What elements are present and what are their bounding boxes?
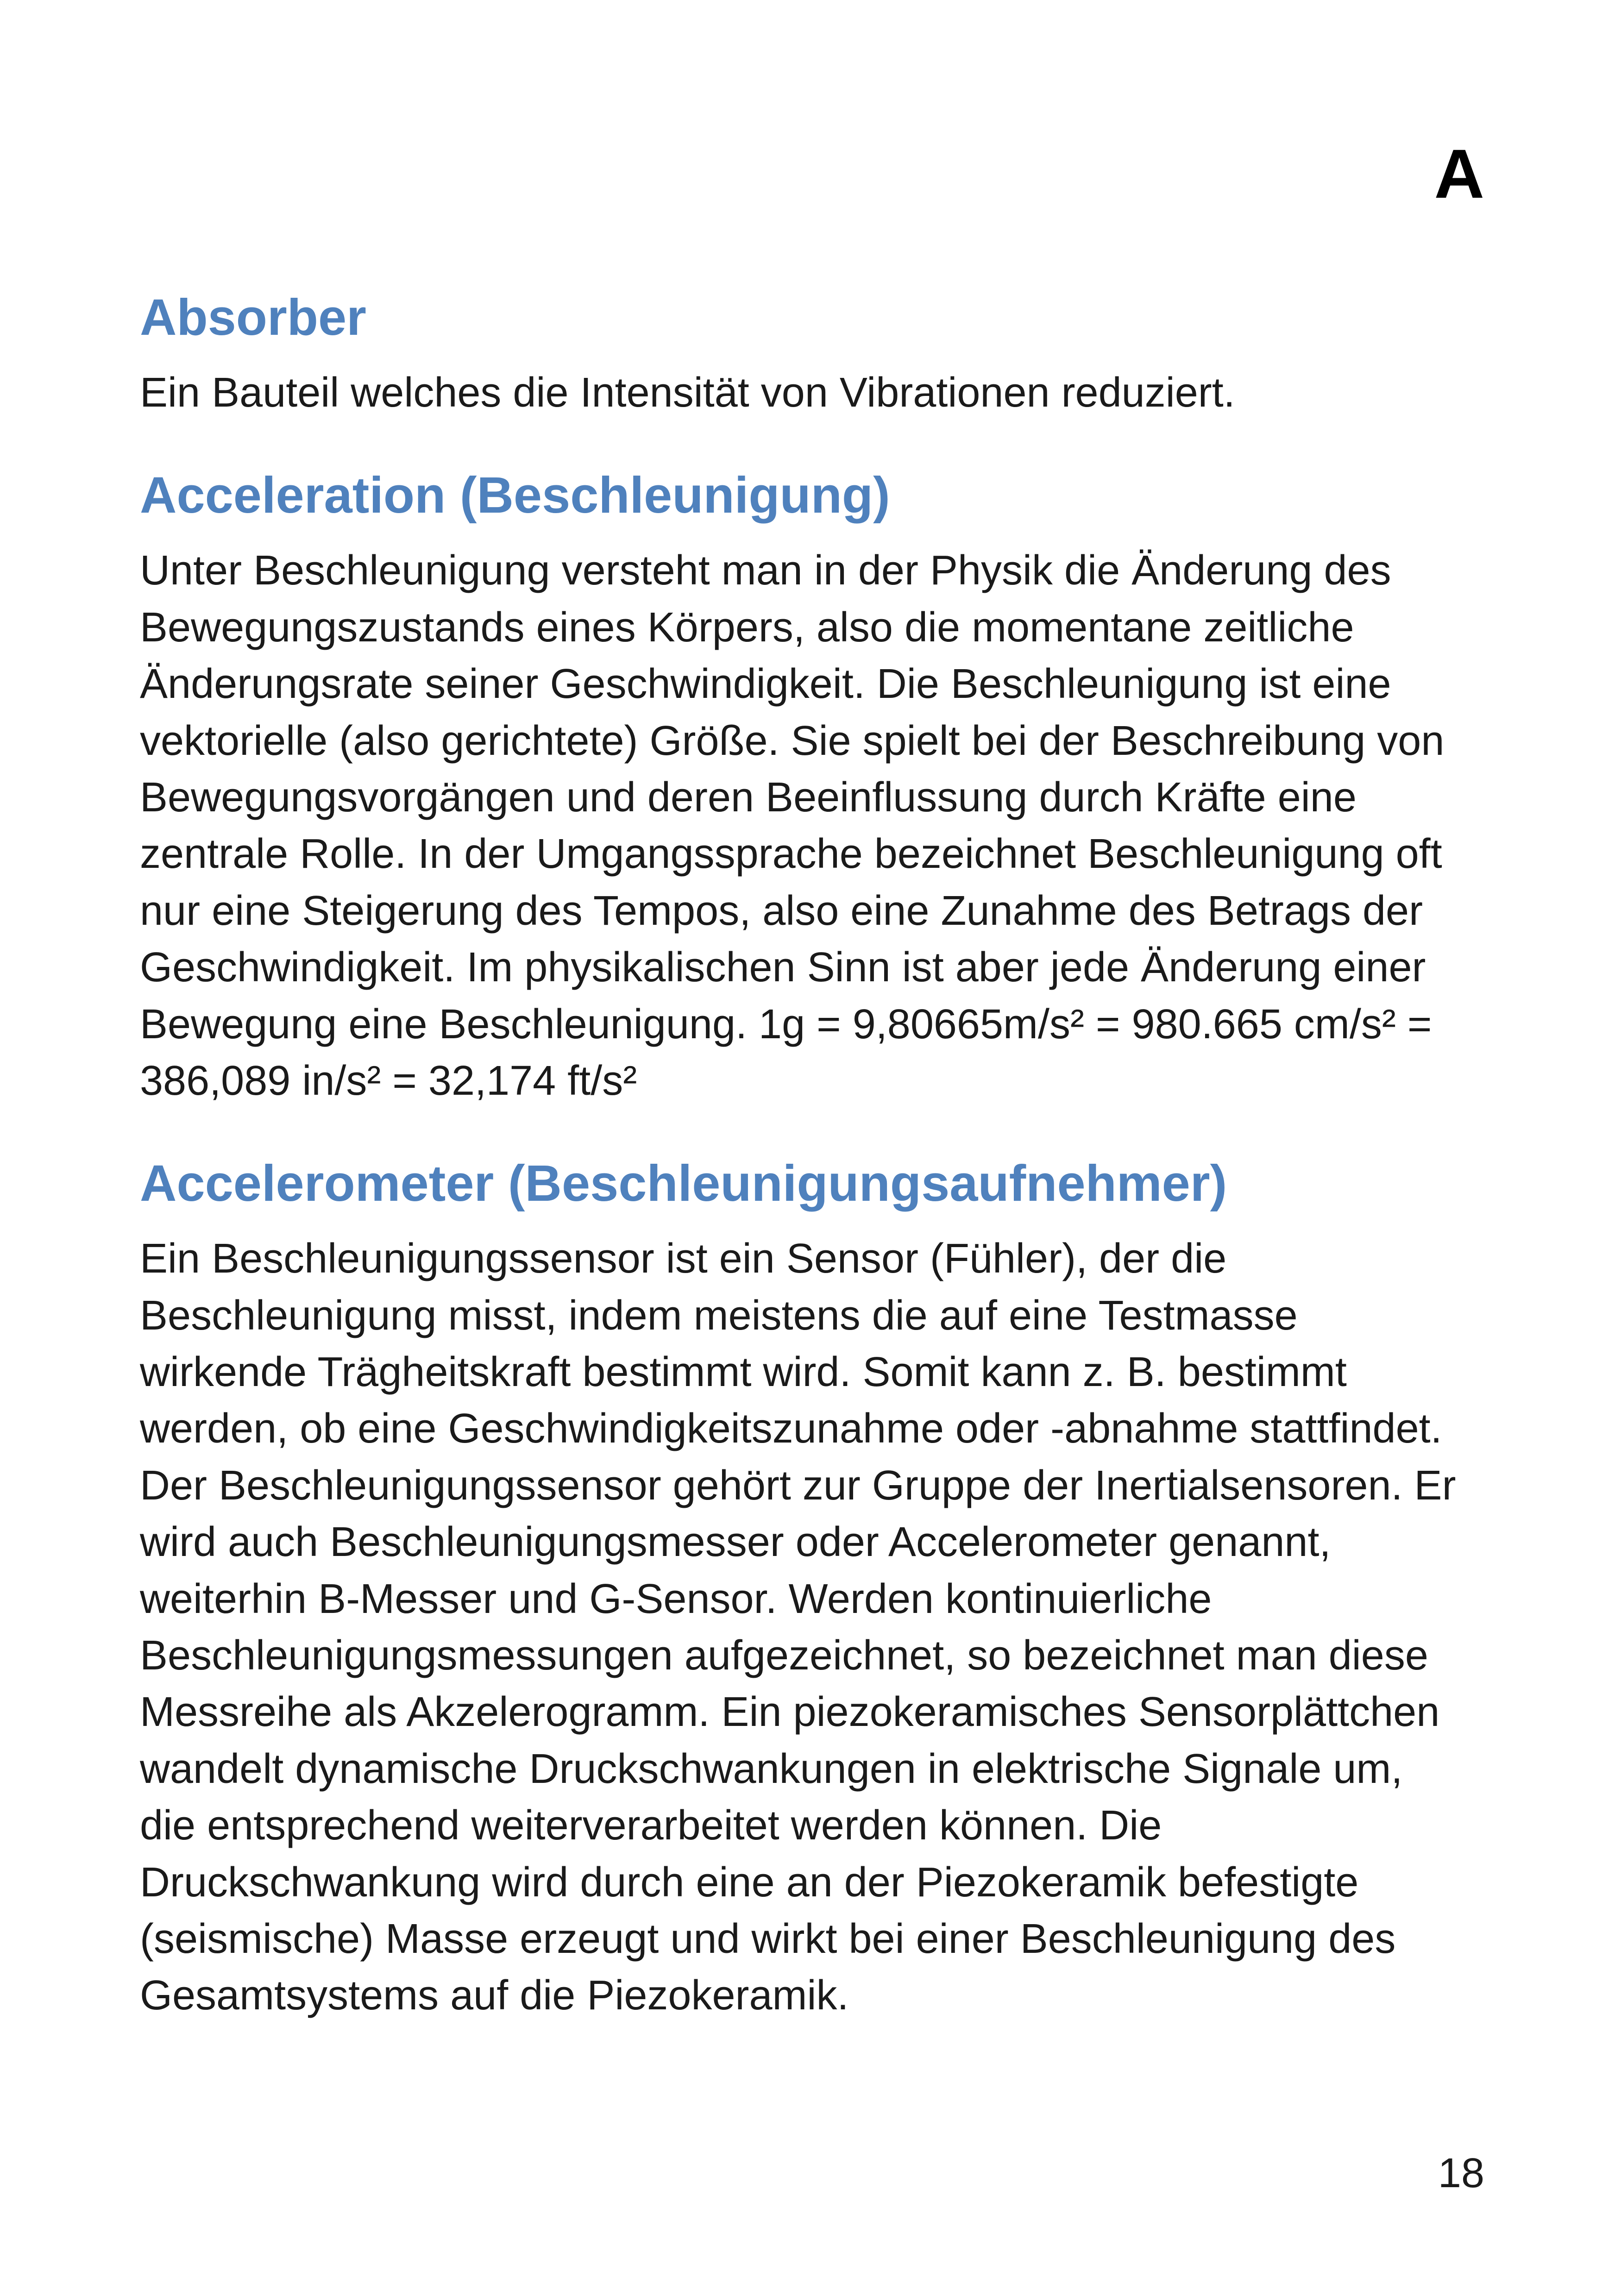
page-number: 18 (1438, 2150, 1484, 2196)
glossary-entry-absorber (140, 287, 1483, 421)
entry-term: Absorber (140, 289, 366, 346)
glossary-entry-accelerometer (140, 1153, 1483, 2024)
entry-definition: Ein Bauteil welches die Intensität von Vibrationen reduziert. (140, 370, 1235, 416)
entry-definition: Unter Beschleunigung versteht man in der Physik die Änderung des Bewegungszustands eines Körpers, also die momentane zeitliche Änderungsrate seiner Geschwindigkeit. Die Beschleunigung ist eine vektorielle (also gerichtete) Größe. Sie spielt bei der Beschreibung von Bewegungsvorgängen und deren Beeinflussung durch Kräfte eine zentrale Rolle. In der Umgangssprache bezeichnet Beschleunigung oft nur eine Steigerung des Tempos, also eine Zunahme des Betrags der Geschwindigkeit. Im physikalischen Sinn ist aber jede Änderung einer Bewegung eine Beschleunigung. 1g = 9,80665m/s² = 980.665 cm/s² = 386,089 in/s² = 32,174 ft/s² (140, 547, 1445, 1104)
glossary-entry-acceleration (140, 465, 1483, 1109)
section-letter: A (1434, 135, 1484, 213)
entry-term: Acceleration (Beschleunigung) (140, 467, 890, 524)
entry-term: Accelerometer (Beschleunigungsaufnehmer) (140, 1155, 1227, 1212)
glossary-content (140, 287, 1483, 2024)
entry-definition: Ein Beschleunigungssensor ist ein Sensor (Fühler), der die Beschleunigung misst, indem meistens die auf eine Testmasse wirkende Trägheitskraft bestimmt wird. Somit kann z. B. bestimmt werden, ob eine Geschwindigkeitszunahme oder -abnahme stattfindet. Der Beschleunigungssensor gehört zur Gruppe der Inertialsensoren. Er wird auch Beschleunigungsmesser oder Accelerometer genannt, weiterhin B-Messer und G-Sensor. Werden kontinuierliche Beschleunigungsmessungen aufgezeichnet, so bezeichnet man diese Messreihe als Akzelerogramm. Ein piezokeramisches Sensorplättchen wandelt dynamische Druckschwankungen in elektrische Signale um, die entsprechend weiterverarbeitet werden können. Die Druckschwankung wird durch eine an der Piezokeramik befestigte (seismische) Masse erzeugt und wirkt bei einer Beschleunigung des Gesamtsystems auf die Piezokeramik. (140, 1236, 1456, 2019)
